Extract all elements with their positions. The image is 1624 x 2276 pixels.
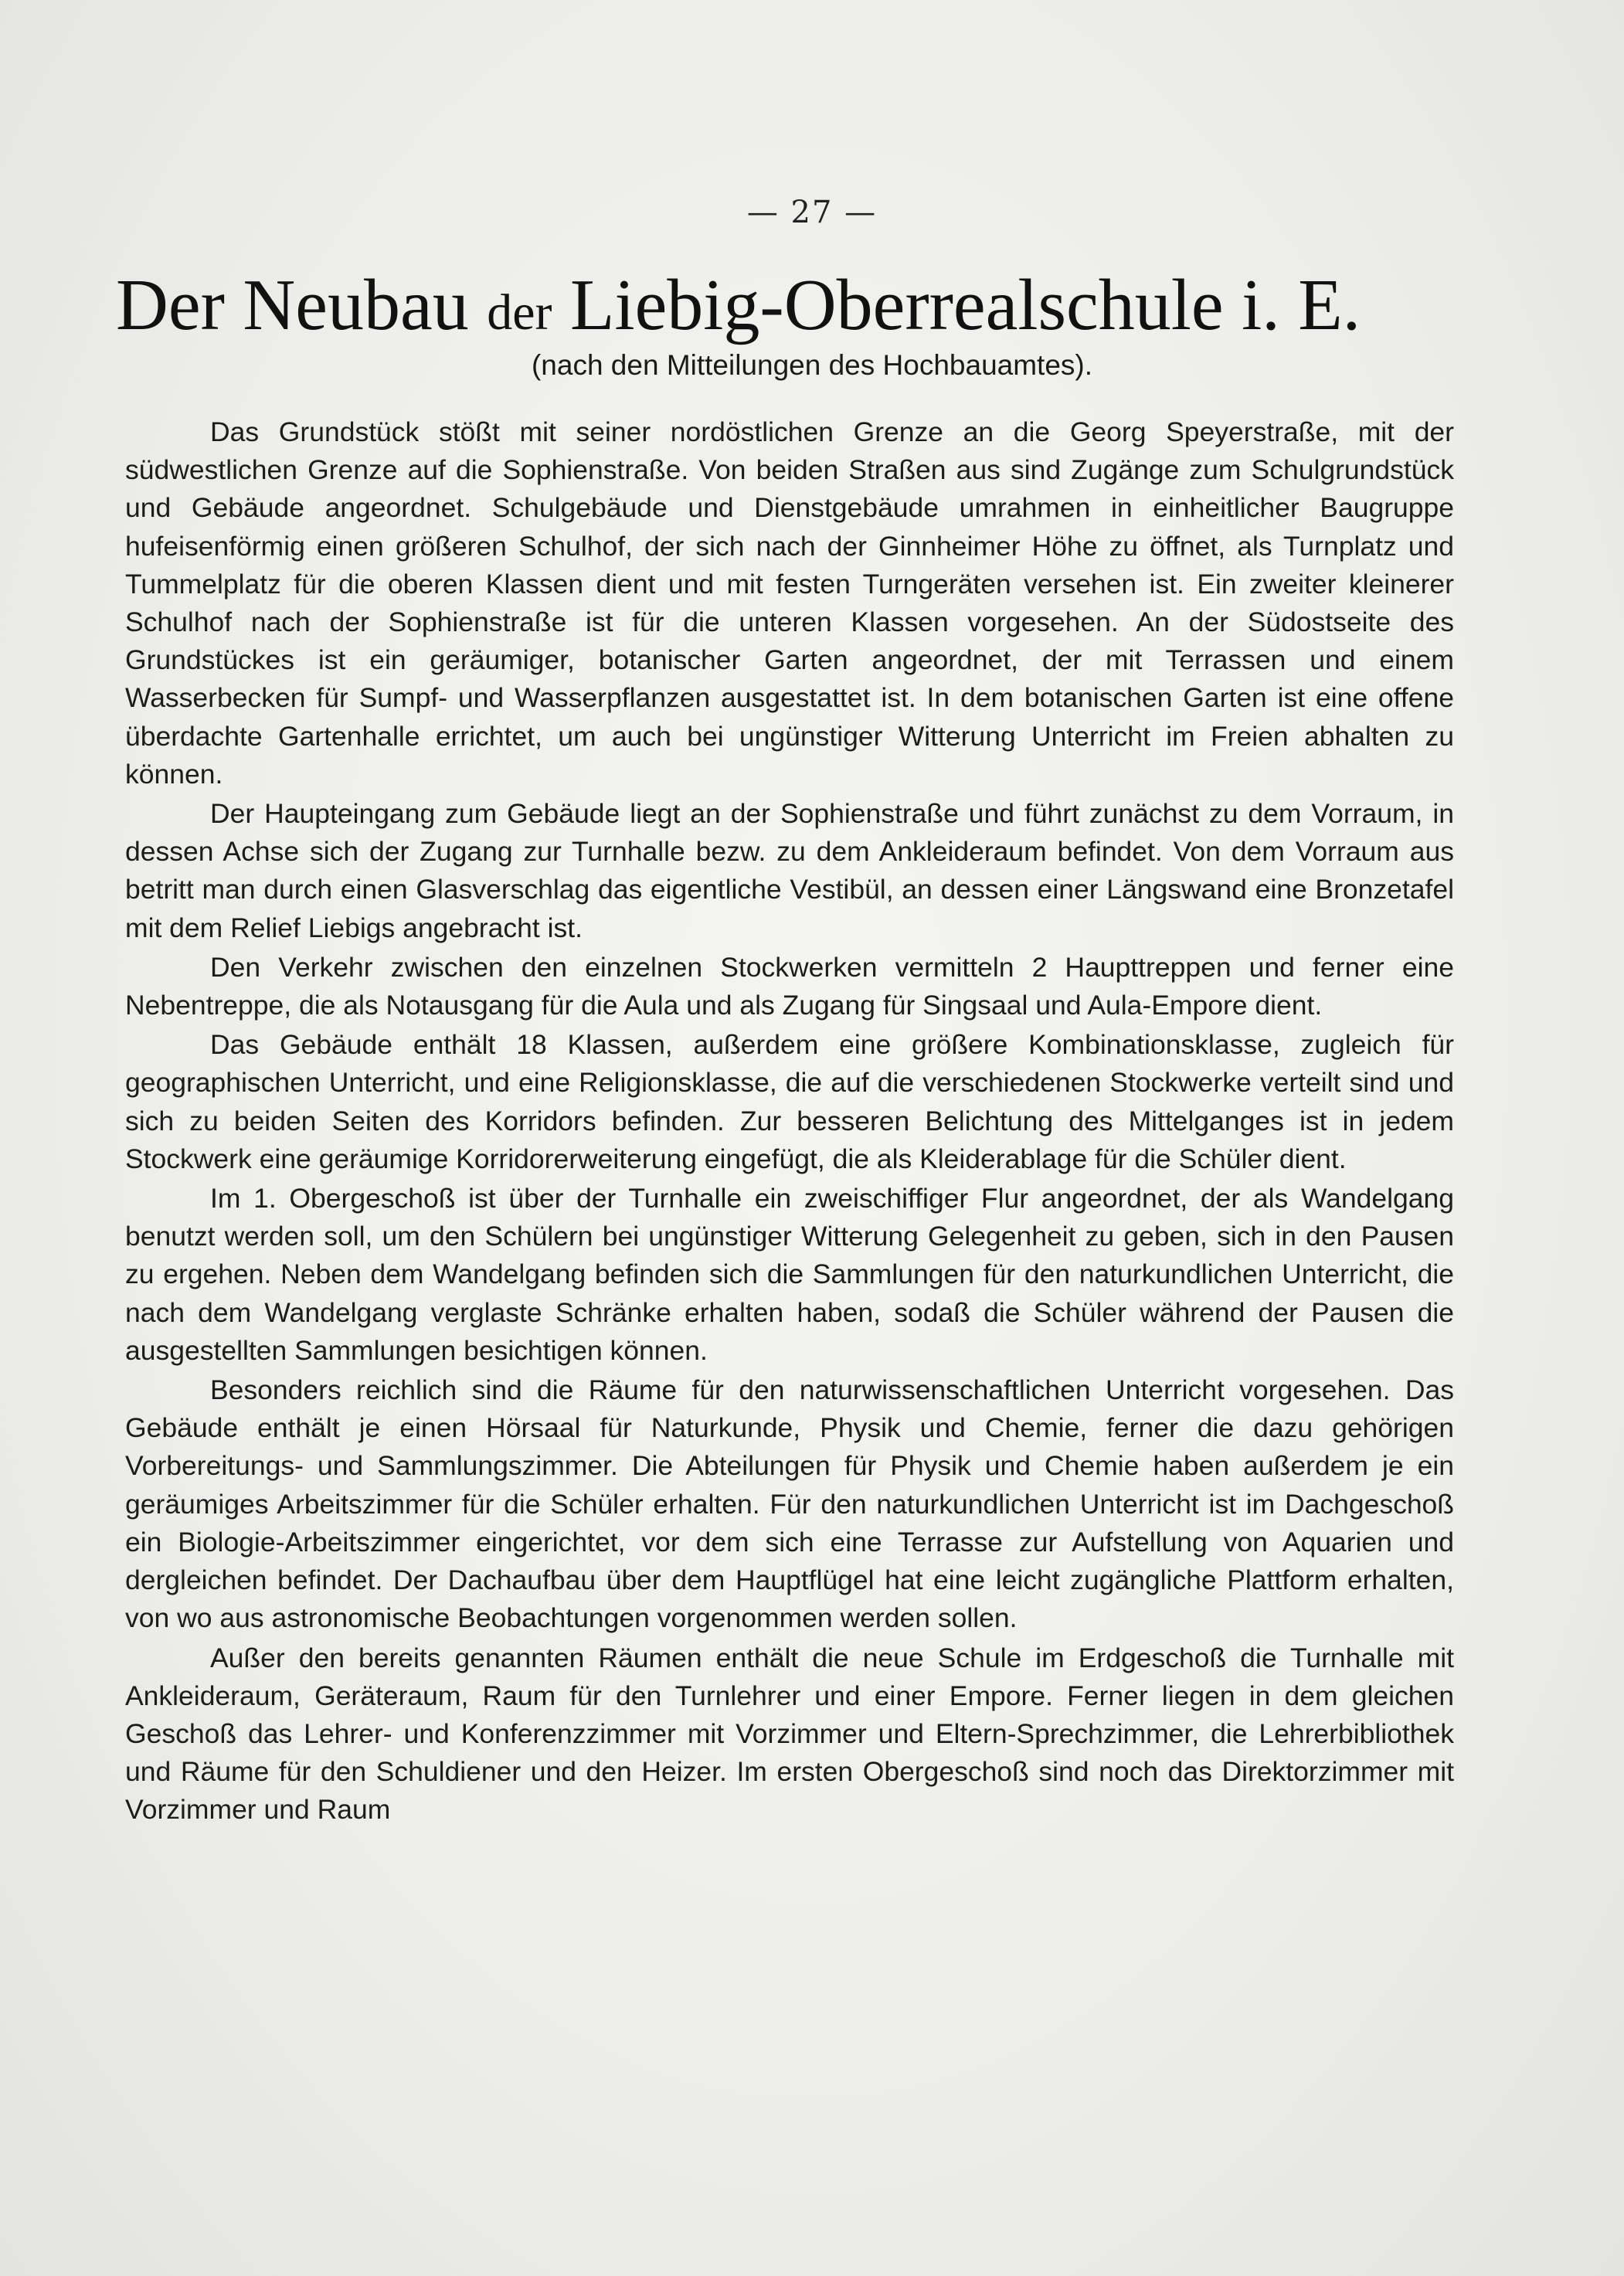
page-title bbox=[116, 263, 1445, 355]
paragraph-naturwissenschaft: Besonders reichlich sind die Räume für den naturwissenschaftlichen Unterricht vorgesehen. Das Gebäude enthält je einen Hörsaal für Naturkunde, Physik und Chemie, ferner die dazu gehörigen Vorbereitungs- und Sammlungszimmer. Die Abteilungen für Physik und Chemie haben außerdem je ein geräumiges Arbeitszimmer für die Schüler erhalten. Für den naturkundlichen Unterricht ist im Dachgeschoß ein Biologie-Arbeitszimmer eingerichtet, vor dem sich eine Terrasse zur Aufstellung von Aquarien und dergleichen befindet. Der Dachaufbau über dem Hauptflügel hat eine leicht zugängliche Plattform erhalten, von wo aus astronomische Beobachtungen vorgenommen werden sollen. bbox=[125, 1374, 1454, 1634]
paragraph-klassen: Das Gebäude enthält 18 Klassen, außerdem eine größere Kombinationsklasse, zugleich für geographischen Unterricht, und eine Religionsklasse, die auf die verschiedenen Stockwerke verteilt sind und sich zu beiden Seiten des Korridors befinden. Zur besseren Belichtung des Mittelganges ist in jedem Stockwerk eine geräumige Korridorerweiterung eingefügt, die als Kleiderablage für die Schüler dient. bbox=[125, 1029, 1454, 1174]
title-part-school: Liebig-Oberrealschule i. E. bbox=[570, 265, 1361, 345]
page-subtitle: (nach den Mitteilungen des Hochbauamtes). bbox=[531, 349, 1093, 381]
paragraph-raeume: Außer den bereits genannten Räumen enthält die neue Schule im Erdgeschoß die Turnhalle mit Ankleideraum, Geräteraum, Raum für den Turnlehrer und einer Empore. Ferner liegen in dem gleichen Geschoß das Lehrer- und Konferenzzimmer mit Vorzimmer und Eltern-Sprechzimmer, die Lehrerbibliothek und Räume für den Schuldiener und den Heizer. Im ersten Obergeschoß sind noch das Direktorzimmer mit Vorzimmer und Raum bbox=[125, 1642, 1454, 1826]
body-text bbox=[125, 413, 1454, 1831]
title-part-neubau: Der Neubau bbox=[116, 265, 469, 345]
paragraph-obergeschoss: Im 1. Obergeschoß ist über der Turnhalle ein zweischiffiger Flur angeordnet, der als Wandelgang benutzt werden soll, um den Schülern bei ungünstiger Witterung Gelegenheit zu geben, sich in den Pausen zu ergehen. Neben dem Wandelgang befinden sich die Sammlungen für den naturkundlichen Unterricht, die nach dem Wandelgang verglaste Schränke erhalten haben, sodaß die Schüler während der Pausen die ausgestellten Sammlungen besichtigen können. bbox=[125, 1183, 1454, 1366]
page-number: — 27 — bbox=[746, 195, 878, 230]
title-part-der: der bbox=[487, 284, 552, 341]
paragraph-grundstueck: Das Grundstück stößt mit seiner nordöstlichen Grenze an die Georg Speyerstraße, mit der südwestlichen Grenze auf die Sophienstraße. Von beiden Straßen aus sind Zugänge zum Schulgrundstück und Gebäude angeordnet. Schulgebäude und Dienstgebäude umrahmen in einheitlicher Baugruppe hufeisenförmig einen größeren Schulhof, der sich nach der Ginnheimer Höhe zu öffnet, als Turnplatz und Tummelplatz für die oberen Klassen dient und mit festen Turngeräten versehen ist. Ein zweiter kleinerer Schulhof nach der Sophienstraße ist für die unteren Klassen vorgesehen. An der Südostseite des Grundstückes ist ein geräumiger, botanischer Garten angeordnet, der mit Terrassen und einem Wasserbecken für Sumpf- und Wasserpflanzen ausgestattet ist. In dem botanischen Garten ist eine offene überdachte Gartenhalle errichtet, um auch bei ungünstiger Witterung Unterricht im Freien abhalten zu können. bbox=[125, 416, 1454, 790]
paragraph-haupteingang: Der Haupteingang zum Gebäude liegt an der Sophienstraße und führt zunächst zu dem Vorraum, in dessen Achse sich der Zugang zur Turnhalle bezw. zu dem Ankleideraum befindet. Von dem Vorraum aus betritt man durch einen Glasverschlag das eigentliche Vestibül, an dessen einer Längswand eine Bronzetafel mit dem Relief Liebigs angebracht ist. bbox=[125, 798, 1454, 943]
paragraph-treppen: Den Verkehr zwischen den einzelnen Stockwerken vermitteln 2 Haupttreppen und ferner eine Nebentreppe, die als Notausgang für die Aula und als Zugang für Singsaal und Aula-Empore dient. bbox=[125, 951, 1454, 1021]
